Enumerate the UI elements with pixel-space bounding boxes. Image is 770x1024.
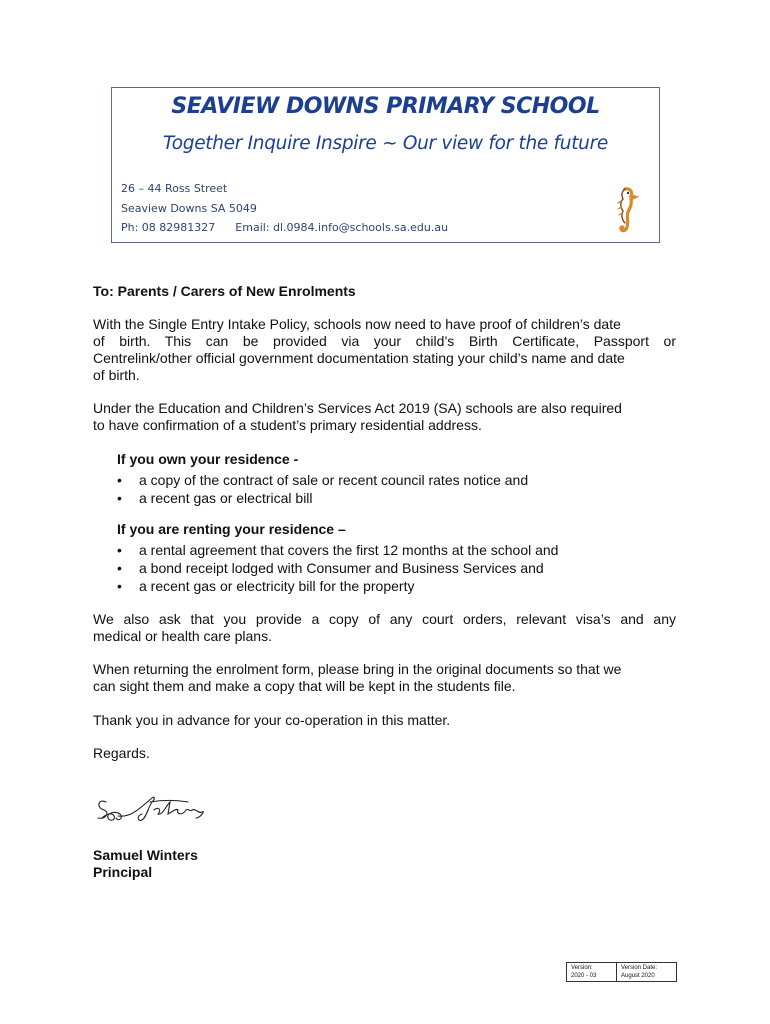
paragraph-line: to have confirmation of a student’s primary residential address.	[93, 417, 482, 433]
version-table	[566, 962, 677, 982]
version-label: Version:	[571, 965, 593, 971]
seahorse-icon	[611, 186, 639, 236]
school-motto: Together Inquire Inspire ~ Our view for the future	[163, 133, 608, 154]
paragraph-line: Under the Education and Children’s Services Act 2019 (SA) schools are also required	[93, 400, 622, 416]
contact-line	[121, 221, 448, 234]
version-date-label: Version Date:	[621, 965, 658, 971]
address-line-1: 26 – 44 Ross Street	[121, 182, 228, 195]
paragraph-line: When returning the enrolment form, please bring in the original documents so that we	[93, 661, 622, 677]
signatory-name: Samuel Winters	[93, 847, 198, 863]
address-requirement-paragraph	[93, 400, 676, 434]
intro-line: of birth. This can be provided via your child’s Birth Certificate, Passport or	[93, 333, 676, 349]
court-orders-paragraph	[93, 611, 676, 645]
letterhead	[111, 87, 660, 243]
intro-paragraph	[93, 316, 676, 384]
paragraph-line: medical or health care plans.	[93, 628, 272, 644]
intro-line: of birth.	[93, 367, 140, 383]
version-value: 2020 - 03	[571, 973, 597, 979]
list-item: • a bond receipt lodged with Consumer and Business Services and	[117, 559, 558, 577]
list-item: • a copy of the contract of sale or recent council rates notice and	[117, 471, 528, 489]
list-item: • a rental agreement that covers the first 12 months at the school and	[117, 541, 558, 559]
recipient-line: To: Parents / Carers of New Enrolments	[93, 283, 356, 299]
renting-residence-heading: If you are renting your residence –	[117, 521, 346, 537]
paragraph-line: can sight them and make a copy that will be kept in the students file.	[93, 678, 516, 694]
email-address: Email: dl.0984.info@schools.sa.edu.au	[235, 221, 449, 234]
address-line-2: Seaview Downs SA 5049	[121, 202, 257, 215]
signatory-title: Principal	[93, 864, 153, 880]
own-residence-list	[117, 471, 528, 507]
renting-residence-list	[117, 541, 558, 595]
thanks-line: Thank you in advance for your co-operation in this matter.	[93, 712, 451, 728]
regards-line: Regards.	[93, 745, 150, 761]
paragraph-line: We also ask that you provide a copy of any court orders, relevant visa’s and any	[93, 611, 676, 627]
list-item: • a recent gas or electrical bill	[117, 489, 528, 507]
version-cell	[567, 963, 617, 982]
version-date-value: August 2020	[621, 973, 655, 979]
phone-number: Ph: 08 82981327	[121, 221, 216, 234]
intro-line: With the Single Entry Intake Policy, schools now need to have proof of children’s date	[93, 316, 621, 332]
school-name: SEAVIEW DOWNS PRIMARY SCHOOL	[171, 94, 600, 119]
list-item: • a recent gas or electricity bill for the property	[117, 577, 558, 595]
own-residence-heading: If you own your residence -	[117, 451, 299, 467]
signature-image	[92, 788, 232, 828]
intro-line: Centrelink/other official government documentation stating your child’s name and date	[93, 350, 625, 366]
version-date-cell	[617, 963, 677, 982]
original-documents-paragraph	[93, 661, 676, 695]
